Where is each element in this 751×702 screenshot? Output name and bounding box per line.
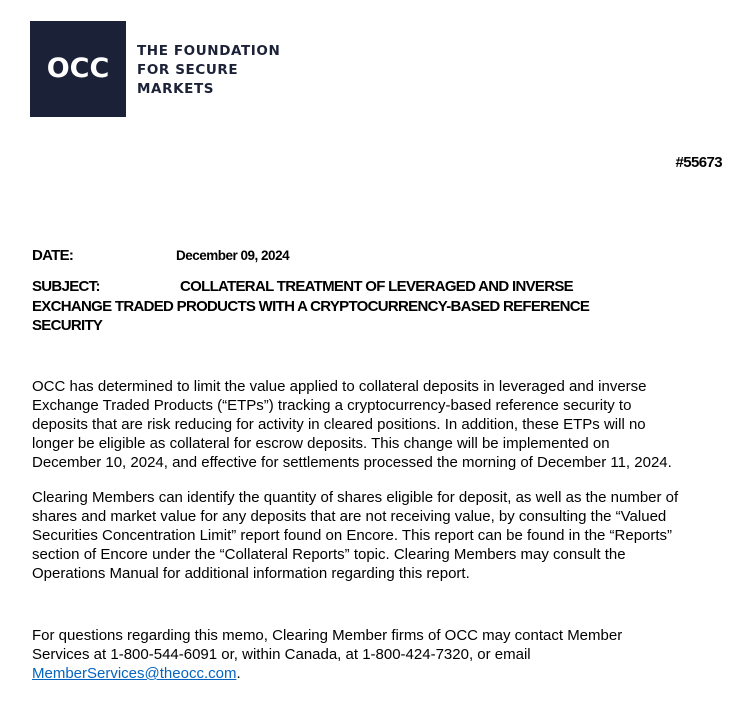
tagline-line: FOR SECURE [137, 62, 239, 78]
text-line: Clearing Members can identify the quantity of shares eligible for deposit, as well as the number of [32, 489, 679, 506]
text-line: Securities Concentration Limit” report found on Encore. This report can be found in the “Reports” [32, 527, 673, 544]
text-line: shares and market value for any deposits that are not receiving value, by consulting the “Valued [32, 508, 667, 525]
text-line: OCC has determined to limit the value applied to collateral deposits in leveraged and inverse [32, 378, 647, 395]
subject-line: COLLATERAL TREATMENT OF LEVERAGED AND INVERSE [180, 278, 573, 295]
text-line: longer be eligible as collateral for escrow deposits. This change will be implemented on [32, 435, 610, 452]
paragraph-collateral-limit [32, 377, 672, 472]
date-value: December 09, 2024 [176, 248, 290, 263]
subject-label: SUBJECT: [32, 278, 100, 295]
text-line: Operations Manual for additional information regarding this report. [32, 565, 470, 582]
text-line: For questions regarding this memo, Clearing Member firms of OCC may contact Member [32, 627, 623, 644]
tagline-line: MARKETS [137, 81, 215, 97]
period: . [236, 665, 241, 682]
paragraph-contact [32, 626, 622, 683]
paragraph-report-info [32, 488, 678, 583]
text-line: deposits that are risk reducing for activity in cleared positions. In addition, these ETPs will no [32, 416, 646, 433]
text-line: Exchange Traded Products (“ETPs”) tracking a cryptocurrency-based reference security to [32, 397, 632, 414]
occ-logo [30, 21, 126, 117]
subject [32, 277, 732, 336]
text-line: December 10, 2024, and effective for settlements processed the morning of December 11, 2024. [32, 454, 672, 471]
email-line [32, 664, 622, 683]
subject-line: SECURITY [32, 317, 103, 334]
text-line: Services at 1-800-544-6091 or, within Canada, at 1-800-424-7320, or email [32, 646, 531, 663]
subject-line: EXCHANGE TRADED PRODUCTS WITH A CRYPTOCURRENCY-BASED REFERENCE [32, 297, 590, 315]
logo-mark: OCC [46, 53, 110, 84]
date-label: DATE: [32, 247, 74, 264]
memo-number: #55673 [675, 154, 722, 171]
logo-tagline [137, 42, 280, 99]
text-line: section of Encore under the “Collateral Reports” topic. Clearing Members may consult the [32, 546, 626, 563]
member-services-email-link[interactable]: MemberServices@theocc.com [32, 665, 237, 682]
tagline-line: THE FOUNDATION [137, 43, 281, 59]
